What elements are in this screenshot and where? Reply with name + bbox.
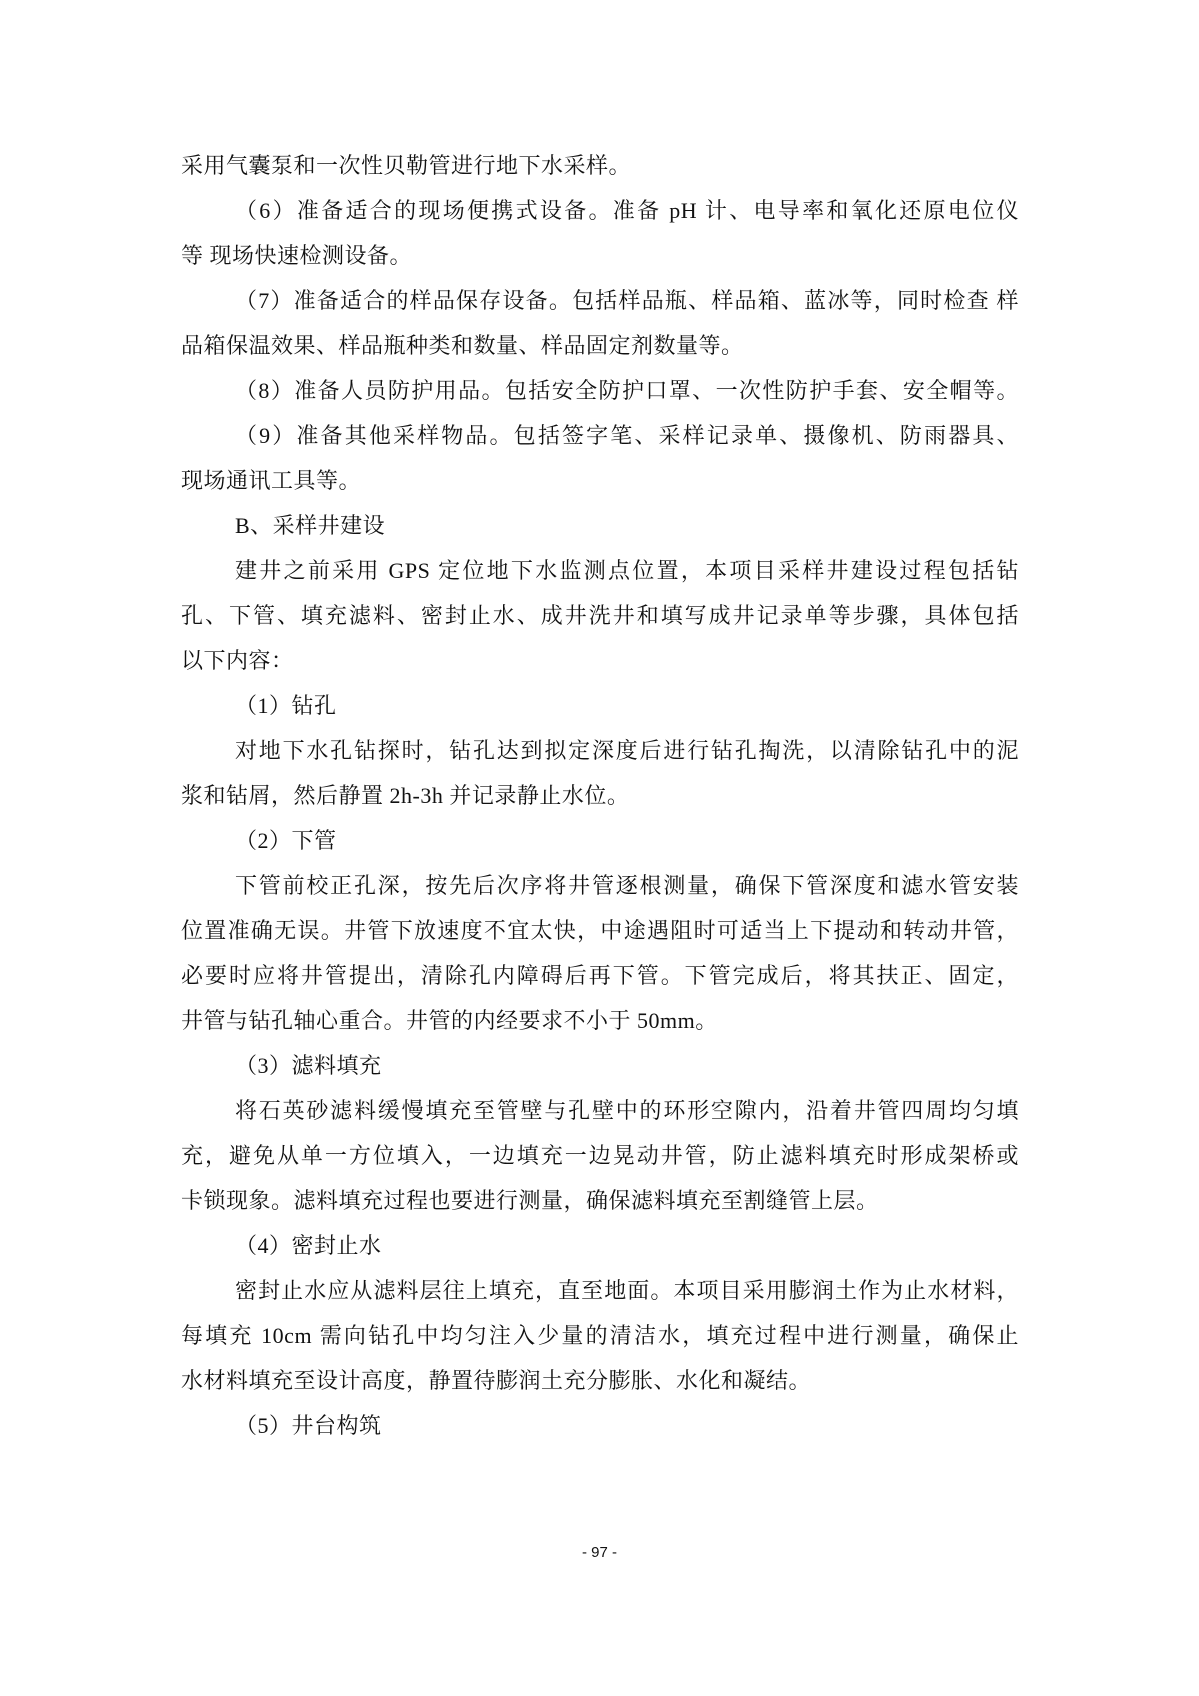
text-line: 浆和钻屑，然后静置 2h-3h 并记录静止水位。 <box>181 783 630 808</box>
text-line: （8）准备人员防护用品。包括安全防护口罩、一次性防护手套、安全帽等。 <box>235 378 1019 403</box>
text-line: 采用气囊泵和一次性贝勒管进行地下水采样。 <box>181 153 632 178</box>
text-line: 现场通讯工具等。 <box>181 468 362 493</box>
text-line: 以下内容： <box>181 648 294 673</box>
text-line: 等 现场快速检测设备。 <box>181 243 413 268</box>
page-number: - 97 - <box>581 1544 617 1561</box>
list-item-heading: （4）密封止水 <box>235 1233 382 1258</box>
text-line: （7）准备适合的样品保存设备。包括样品瓶、样品箱、蓝冰等，同时检查 样 <box>235 288 1019 313</box>
text-line: 品箱保温效果、样品瓶种类和数量、样品固定剂数量等。 <box>181 333 744 358</box>
text-line: 孔、下管、填充滤料、密封止水、成井洗井和填写成井记录单等步骤，具体包括 <box>181 603 1019 628</box>
text-line: 对地下水孔钻探时，钻孔达到拟定深度后进行钻孔掏洗，以清除钻孔中的泥 <box>235 738 1019 763</box>
text-line: （6）准备适合的现场便携式设备。准备 pH 计、电导率和氧化还原电位仪 <box>235 198 1019 223</box>
list-item-heading: （5）井台构筑 <box>235 1413 382 1438</box>
text-line: 下管前校正孔深，按先后次序将井管逐根测量，确保下管深度和滤水管安装 <box>235 873 1019 898</box>
text-line: 将石英砂滤料缓慢填充至管壁与孔壁中的环形空隙内，沿着井管四周均匀填 <box>235 1098 1019 1123</box>
page-body <box>181 143 1019 1448</box>
text-line: 充，避免从单一方位填入，一边填充一边晃动井管，防止滤料填充时形成架桥或 <box>181 1143 1019 1168</box>
text-line: 井管与钻孔轴心重合。井管的内经要求不小于 50mm。 <box>181 1008 718 1033</box>
text-line: （9）准备其他采样物品。包括签字笔、采样记录单、摄像机、防雨器具、 <box>235 423 1019 448</box>
text-line: 必要时应将井管提出，清除孔内障碍后再下管。下管完成后，将其扶正、固定， <box>181 963 1019 988</box>
list-item-heading: （1）钻孔 <box>235 693 337 718</box>
text-line: 卡锁现象。滤料填充过程也要进行测量，确保滤料填充至割缝管上层。 <box>181 1188 879 1213</box>
text-line: 密封止水应从滤料层往上填充，直至地面。本项目采用膨润土作为止水材料， <box>235 1278 1019 1303</box>
list-item-heading: （3）滤料填充 <box>235 1053 382 1078</box>
text-line: 建井之前采用 GPS 定位地下水监测点位置，本项目采样井建设过程包括钻 <box>235 558 1019 583</box>
text-line: 水材料填充至设计高度，静置待膨润土充分膨胀、水化和凝结。 <box>181 1368 812 1393</box>
text-line: 位置准确无误。井管下放速度不宜太快，中途遇阻时可适当上下提动和转动井管， <box>181 918 1019 943</box>
list-item-heading: （2）下管 <box>235 828 337 853</box>
text-line: 每填充 10cm 需向钻孔中均匀注入少量的清洁水，填充过程中进行测量，确保止 <box>181 1323 1019 1348</box>
section-heading: B、采样井建设 <box>235 513 386 538</box>
